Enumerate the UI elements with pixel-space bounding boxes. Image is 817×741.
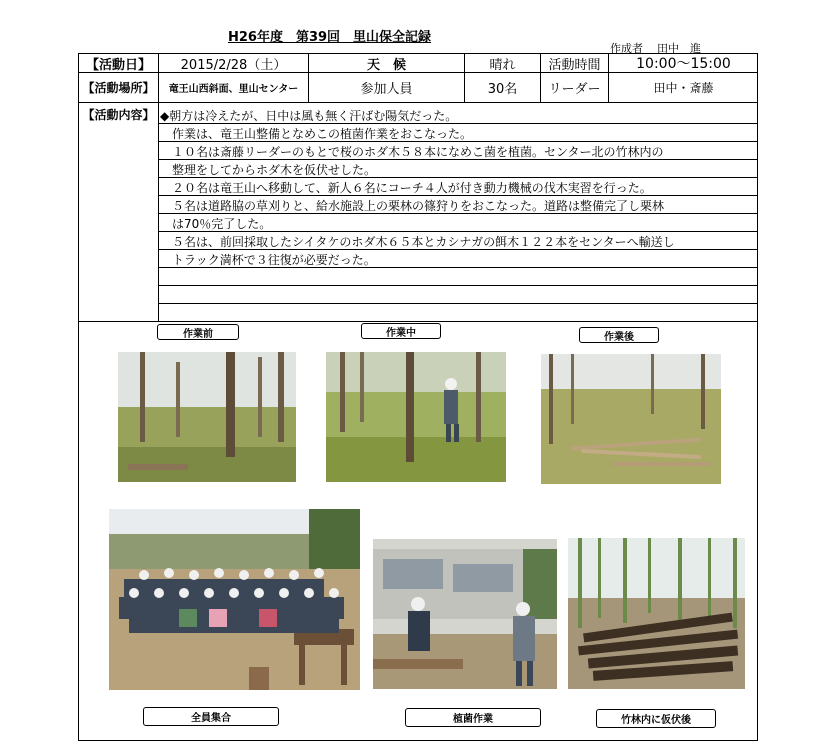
content-line: ◆朝方は冷えたが、日中は風も無く汗ばむ陽気だった。 <box>160 109 458 123</box>
content-line: ５名は道路脇の草刈りと、給水施設上の栗林の篠狩りをおこなった。道路は整備完了し栗林 <box>160 199 665 213</box>
participants-value: 30名 <box>487 82 518 97</box>
caption-inoculation: 植菌作業 <box>405 708 541 727</box>
participants-label: 参加人員 <box>360 82 413 97</box>
leader-value: 田中・斎藤 <box>653 81 714 95</box>
place-label: 【活動場所】 <box>82 81 155 95</box>
content-line: １０名は斎藤リーダーのもとで桜のホダ木５８本になめこ菌を植菌。センター北の竹林内の <box>160 145 664 159</box>
date-label: 【活動日】 <box>85 57 151 73</box>
weather-value: 晴れ <box>489 57 516 73</box>
content-line: は70％完了した。 <box>160 217 272 231</box>
photo-before <box>118 352 296 482</box>
content-line: 整理をしてからホダ木を仮伏せした。 <box>160 163 377 177</box>
caption-group: 全員集合 <box>143 707 279 726</box>
caption-after: 作業後 <box>579 327 659 343</box>
content-line: 作業は、竜王山整備となめこの植菌作業をおこなった。 <box>160 127 473 141</box>
caption-during: 作業中 <box>361 323 441 339</box>
leader-label: リーダー <box>548 82 601 97</box>
photo-inoculation <box>373 539 557 689</box>
content-label: 【活動内容】 <box>82 107 155 122</box>
author-name: 田中 進 <box>657 42 701 55</box>
photo-after <box>541 354 721 484</box>
place-value: 竜王山西斜面、里山センター <box>168 84 299 95</box>
photo-during <box>326 352 506 482</box>
author-label: 作成者 <box>610 42 643 55</box>
photo-bamboo <box>568 538 745 689</box>
page-title: H26年度 第39回 里山保全記録 <box>228 30 432 45</box>
photo-group <box>109 509 360 690</box>
caption-bamboo: 竹林内に仮伏後 <box>596 709 716 728</box>
caption-before: 作業前 <box>157 324 239 340</box>
date-value: 2015/2/28（土） <box>180 57 287 73</box>
content-line: トラック満杯で３往復が必要だった。 <box>160 253 376 267</box>
weather-label: 天 候 <box>366 57 406 73</box>
content-line: ２０名は竜王山へ移動して、新人６名にコーチ４人が付き動力機械の伐木実習を行った。 <box>160 181 652 195</box>
time-value: 10:00～15:00 <box>636 56 731 72</box>
time-label: 活動時間 <box>548 57 601 73</box>
content-line: ５名は、前回採取したシイタケのホダ木６５本とカシナガの餌木１２２本をセンターへ輸送し <box>160 235 675 249</box>
